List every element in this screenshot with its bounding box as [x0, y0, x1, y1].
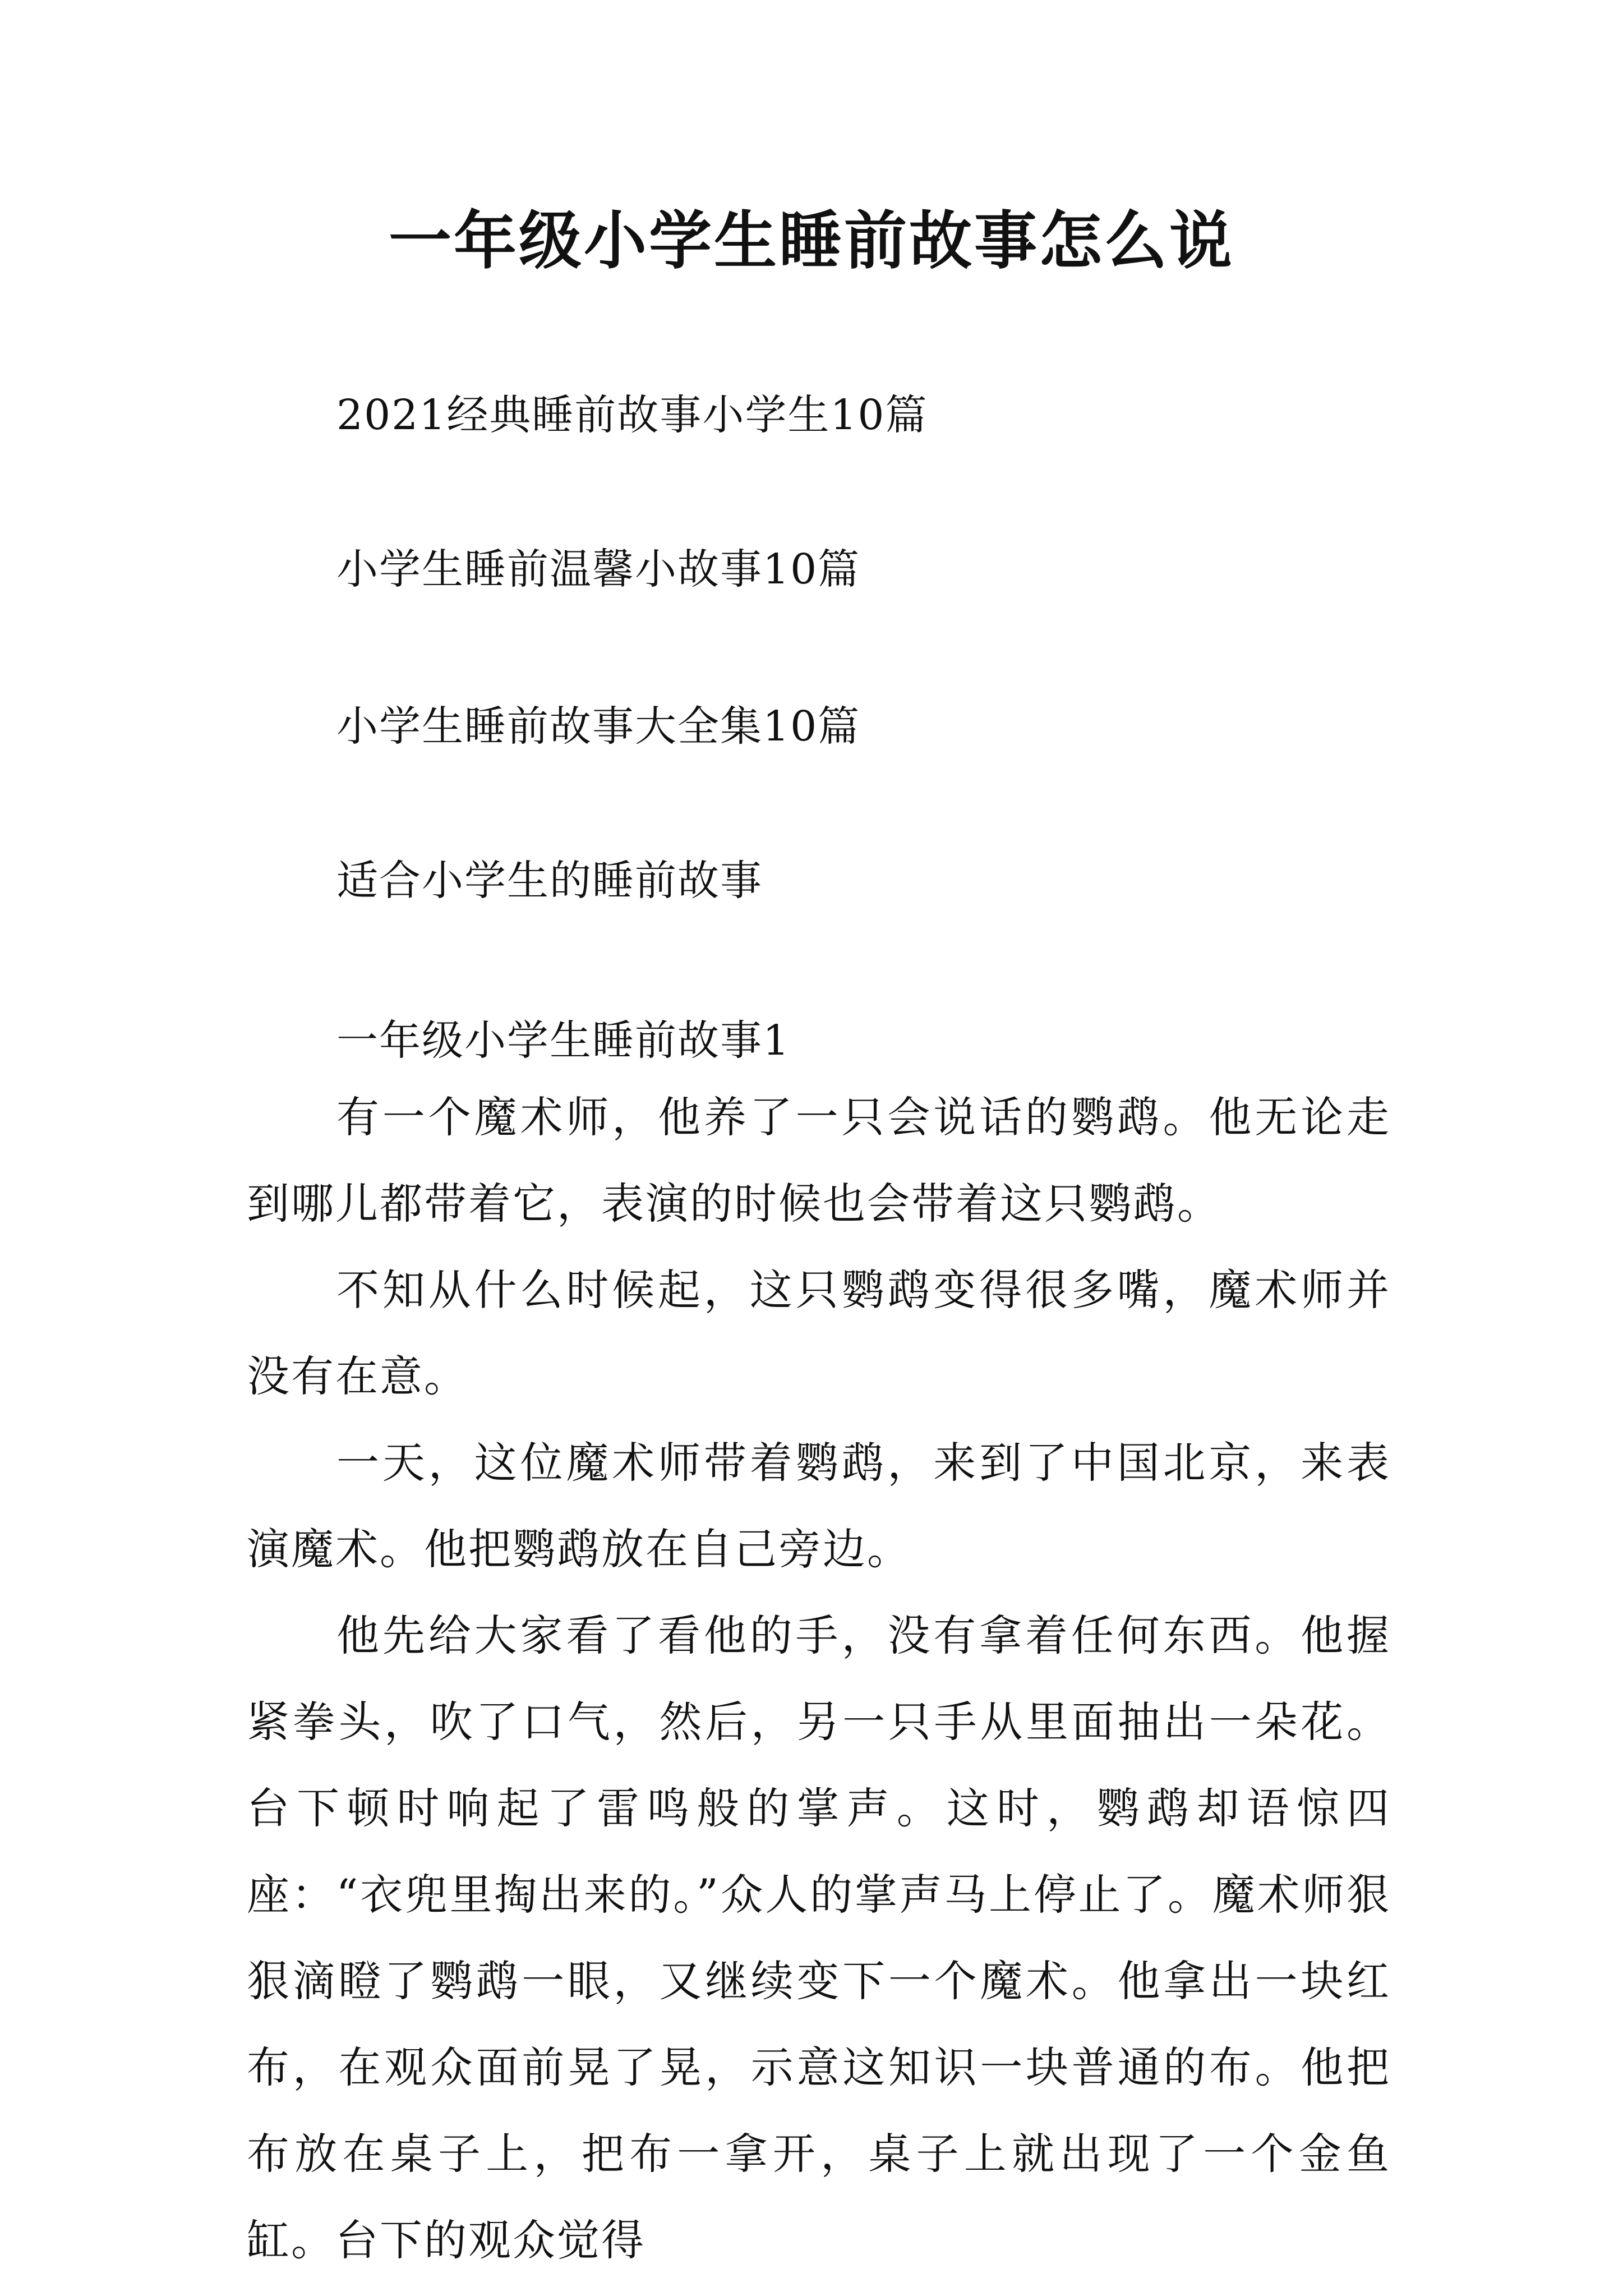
story-body — [247, 1074, 1391, 2284]
story-paragraph: 不知从什么时候起，这只鹦鹉变得很多嘴，魔术师并没有在意。 — [247, 1265, 1391, 1401]
related-article-link-4[interactable]: 适合小学生的睡前故事 — [336, 857, 763, 905]
story-heading: 一年级小学生睡前故事1 — [336, 1016, 791, 1065]
story-paragraph: 有一个魔术师，他养了一只会说话的鹦鹉。他无论走到哪儿都带着它，表演的时候也会带着这只鹦鹉。 — [247, 1092, 1391, 1228]
related-article-link-2[interactable]: 小学生睡前温馨小故事10篇 — [336, 545, 861, 593]
related-article-link-3[interactable]: 小学生睡前故事大全集10篇 — [336, 702, 861, 751]
story-paragraph: 一天，这位魔术师带着鹦鹉，来到了中国北京，来表演魔术。他把鹦鹉放在自己旁边。 — [247, 1438, 1391, 1574]
related-article-link-1[interactable]: 2021经典睡前故事小学生10篇 — [336, 391, 928, 439]
document-title: 一年级小学生睡前故事怎么说 — [389, 204, 1234, 278]
story-paragraph: 他先给大家看了看他的手，没有拿着任何东西。他握紧拳头，吹了口气，然后，另一只手从里面抽出一朵花。台下顿时响起了雷鸣般的掌声。这时，鹦鹉却语惊四座：“衣兜里掏出来的。”众人的掌声马上停止了。魔术师狠狠滴瞪了鹦鹉一眼，又继续变下一个魔术。他拿出一块红布，在观众面前晃了晃，示意这知识一块普通的布。他把布放在桌子上，把布一拿开，桌子上就出现了一个金鱼缸。台下的观众觉得 — [247, 1611, 1391, 2265]
